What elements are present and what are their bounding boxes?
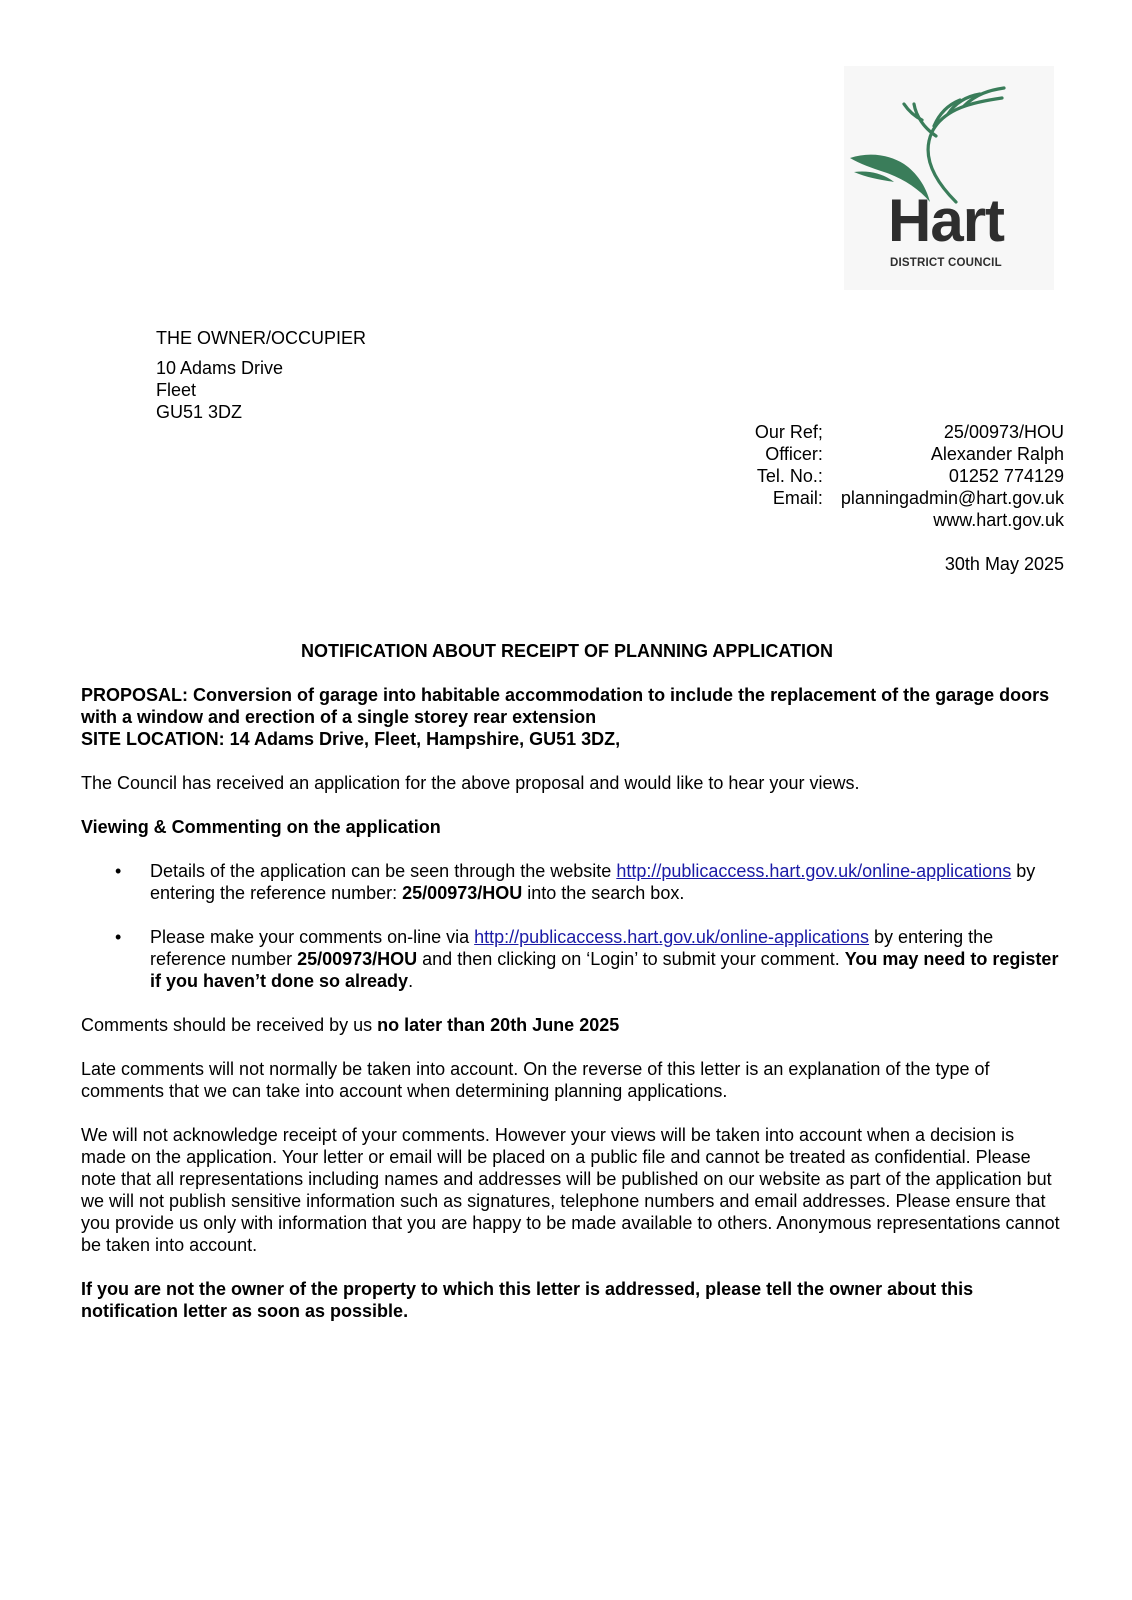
email-row: [755, 487, 1064, 509]
owner-notice: If you are not the owner of the property to which this letter is addressed, please tell the owner about this notification letter as soon as possible.: [81, 1279, 974, 1321]
website-row: [755, 509, 1064, 531]
logo-wordmark: Hart: [888, 187, 1005, 254]
address-line-1: 10 Adams Drive: [156, 358, 284, 378]
our-ref-label: Our Ref;: [754, 422, 823, 442]
deadline-date: no later than 20th June 2025: [377, 1015, 620, 1035]
deadline-paragraph: Comments should be received by us no later than 20th June 2025: [81, 1015, 620, 1035]
officer-row: [755, 443, 1064, 465]
our-ref-value: 25/00973/HOU: [943, 422, 1064, 442]
officer-value: Alexander Ralph: [930, 444, 1064, 464]
email-value: planningadmin@hart.gov.uk: [840, 488, 1064, 508]
hart-logo: [844, 66, 1054, 290]
intro-paragraph: The Council has received an application for the above proposal and would like to hear your views.: [81, 773, 860, 793]
instructions-list: [81, 860, 1061, 992]
letter-date: 30th May 2025: [944, 554, 1064, 574]
tel-row: [755, 465, 1064, 487]
addressee-block: [156, 327, 556, 423]
proposal-text: PROPOSAL: Conversion of garage into habitable accommodation to include the replacement of the garage doors with a window and erection of a single storey rear extension: [81, 685, 1050, 727]
reference-number: 25/00973/HOU: [297, 949, 418, 969]
public-access-link[interactable]: http://publicaccess.hart.gov.uk/online-applications: [616, 861, 1012, 881]
letter-body: [81, 640, 1061, 1344]
recipient: THE OWNER/OCCUPIER: [156, 328, 367, 348]
website-value: www.hart.gov.uk: [933, 510, 1064, 530]
list-item: • Please make your comments on-line via http://publicaccess.hart.gov.uk/online-applications by entering the reference number 25/00973/HOU and then clicking on ‘Login’ to submit your comment. You may need to register if you haven’t done so already.: [115, 927, 1059, 991]
list-item: • Details of the application can be seen through the website http://publicaccess.hart.gov.uk/online-applications by entering the reference number: 25/00973/HOU into the search box.: [115, 861, 1036, 903]
address-line-2: Fleet: [156, 380, 197, 400]
viewing-heading: Viewing & Commenting on the application: [81, 817, 441, 837]
reference-number: 25/00973/HOU: [402, 883, 523, 903]
bullet-icon: •: [115, 927, 122, 947]
logo-subtitle: DISTRICT COUNCIL: [890, 257, 1002, 269]
address-line-3: GU51 3DZ: [156, 402, 243, 422]
register-notice: You may need to register if you haven’t done so already: [150, 949, 1059, 991]
tel-value: 01252 774129: [948, 466, 1064, 486]
bullet-icon: •: [115, 861, 122, 881]
reference-block: [755, 421, 1064, 531]
proposal-block: [81, 684, 1061, 750]
comment-online-link[interactable]: http://publicaccess.hart.gov.uk/online-applications: [474, 927, 870, 947]
our-ref-row: [755, 421, 1064, 443]
site-location: SITE LOCATION: 14 Adams Drive, Fleet, Hampshire, GU51 3DZ,: [81, 729, 621, 749]
tel-label: Tel. No.:: [756, 466, 823, 486]
acknowledge-paragraph: We will not acknowledge receipt of your comments. However your views will be taken into account when a decision is made on the application. Your letter or email will be placed on a public file and cannot be treated as confidential. Please note that all representations including names and addresses will be published on our website as part of the application but we will not publish sensitive information such as signatures, telephone numbers and email addresses. Please ensure that you provide us only with information that you are happy to be made available to others. Anonymous representations cannot be taken into account.: [81, 1125, 1060, 1255]
officer-label: Officer:: [765, 444, 823, 464]
email-label: Email:: [772, 488, 823, 508]
letter-title: NOTIFICATION ABOUT RECEIPT OF PLANNING APPLICATION: [301, 641, 833, 661]
late-comments-paragraph: Late comments will not normally be taken into account. On the reverse of this letter is an explanation of the type of comments that we can take into account when determining planning applications.: [81, 1059, 990, 1101]
